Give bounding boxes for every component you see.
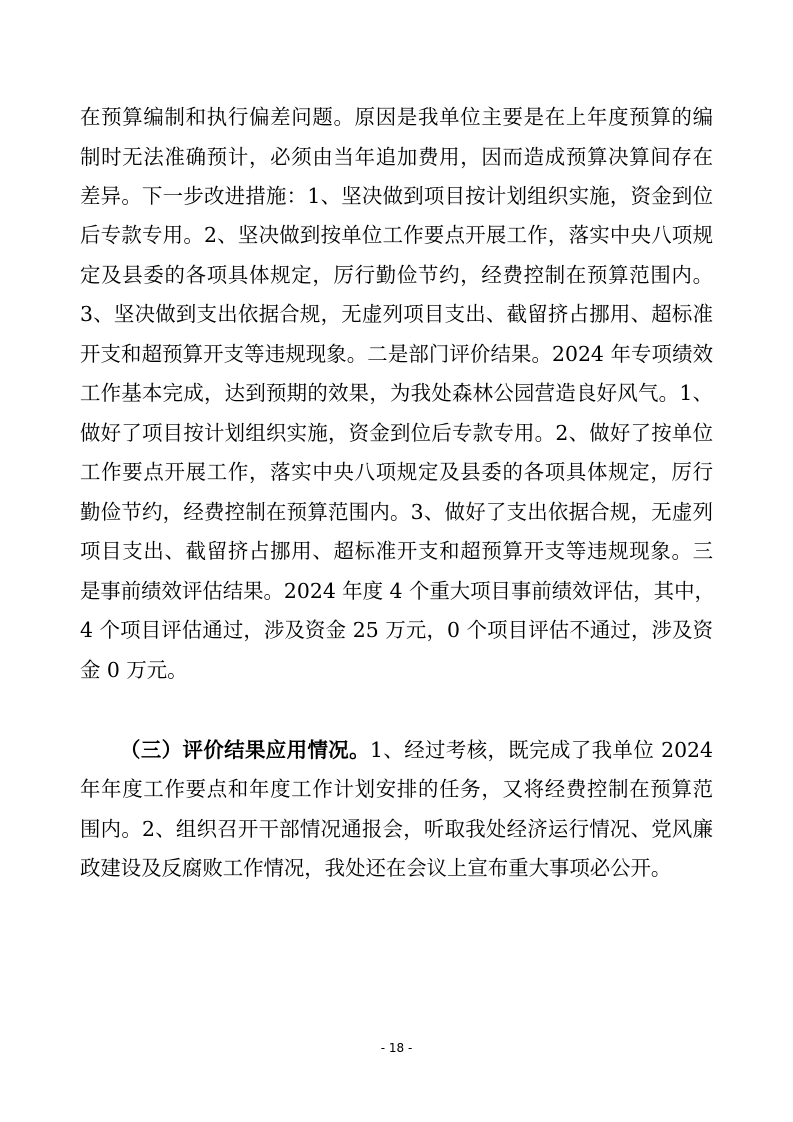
section-3-first-line-text: 1、经过考核，既完成了我单位 2024 <box>369 738 713 762</box>
body-line: 3、坚决做到支出依据合规，无虚列项目支出、截留挤占挪用、超标准 <box>80 302 713 326</box>
body-line: 工作基本完成，达到预期的效果，为我处森林公园营造良好风气。1、 <box>80 381 713 405</box>
body-line: 定及县委的各项具体规定，厉行勤俭节约，经费控制在预算范围内。 <box>80 263 713 287</box>
body-line: 是事前绩效评估结果。2024 年度 4 个重大项目事前绩效评估，其中， <box>80 579 715 603</box>
section-3-heading: （三）评价结果应用情况。 <box>120 738 370 762</box>
section-3-line: 年年度工作要点和年度工作计划安排的任务，又将经费控制在预算范 <box>80 777 713 801</box>
body-line: 项目支出、截留挤占挪用、超标准开支和超预算开支等违规现象。三 <box>80 539 713 563</box>
body-line: 金 0 万元。 <box>80 658 188 682</box>
body-line: 在预算编制和执行偏差问题。原因是我单位主要是在上年度预算的编 <box>80 105 713 129</box>
body-line: 差异。下一步改进措施：1、坚决做到项目按计划组织实施，资金到位 <box>80 184 713 208</box>
section-3-first-line <box>0 735 793 765</box>
body-line: 做好了项目按计划组织实施，资金到位后专款专用。2、做好了按单位 <box>80 421 713 445</box>
body-line: 工作要点开展工作，落实中央八项规定及县委的各项具体规定，厉行 <box>80 460 713 484</box>
body-line: 4 个项目评估通过，涉及资金 25 万元，0 个项目评估不通过，涉及资 <box>80 618 713 642</box>
body-line: 制时无法准确预计，必须由当年追加费用，因而造成预算决算间存在 <box>80 145 713 169</box>
section-3-line: 围内。2、组织召开干部情况通报会，听取我处经济运行情况、党风廉 <box>80 817 713 841</box>
body-line: 开支和超预算开支等违规现象。二是部门评价结果。2024 年专项绩效 <box>80 342 713 366</box>
closing-line <box>0 913 793 943</box>
section-3-line: 政建设及反腐败工作情况，我处还在会议上宣布重大事项必公开。 <box>80 856 672 880</box>
page-number: - 18 - <box>380 1041 413 1055</box>
body-line: 勤俭节约，经费控制在预算范围内。3、做好了支出依据合规，无虚列 <box>80 500 713 524</box>
closing-line <box>0 952 793 982</box>
body-line: 后专款专用。2、坚决做到按单位工作要点开展工作，落实中央八项规 <box>80 223 713 247</box>
